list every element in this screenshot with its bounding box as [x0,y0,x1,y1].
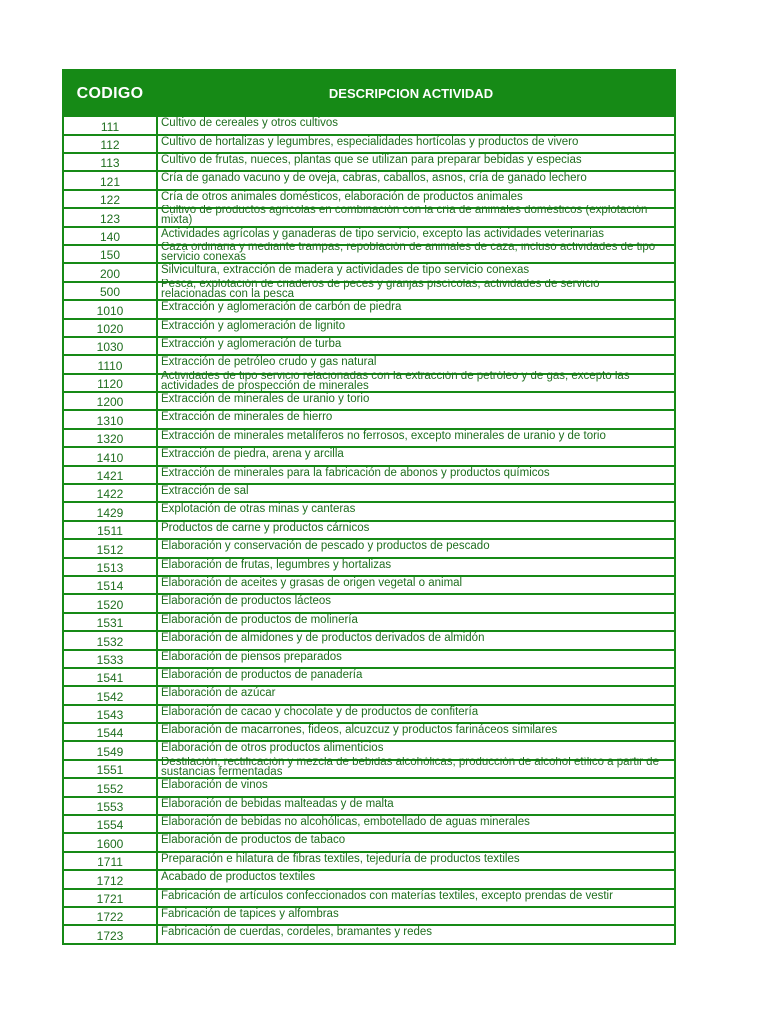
activity-code: 1549 [64,742,158,758]
table-row [64,241,674,263]
table-row [64,446,674,464]
activity-description: Extracción de petróleo crudo y gas natural [161,356,377,369]
activity-code: 1520 [64,595,158,611]
activity-description: Cultivo de productos agrícolas en combinación con la cría de animales domésticos (explotación mixta) [161,205,648,226]
activity-code: 1712 [64,871,158,887]
activity-code: 1511 [64,522,158,538]
activity-description: Elaboración de otros productos alimenticios [161,742,384,755]
activity-code: 1531 [64,614,158,630]
table-row [64,370,674,392]
table-row [64,906,674,924]
activity-description: Caza ordinaria y mediante trampas, repoblación de animales de caza, incluso actividades de tipo servicio conexas [161,241,656,263]
activity-code: 1421 [64,467,158,483]
activity-code: 1542 [64,687,158,703]
activity-description: Elaboración de vinos [161,779,268,792]
activity-code: 1533 [64,651,158,667]
table-row [64,134,674,152]
activity-description: Extracción de minerales de uranio y torio [161,393,370,406]
activity-description: Extracción y aglomeración de turba [161,337,342,350]
table-row [64,152,674,170]
activity-description: Extracción de minerales de hierro [161,411,333,424]
table-row [64,704,674,722]
activity-code: 1553 [64,798,158,814]
table-row [64,814,674,832]
activity-description: Elaboración de azúcar [161,687,276,700]
activity-description: Extracción de sal [161,485,249,498]
activity-code: 1310 [64,411,158,427]
table-row [64,428,674,446]
activity-description: Actividades agrícolas y ganaderas de tipo servicio, excepto las actividades veterinarias [161,227,604,240]
activity-description: Elaboración de cacao y chocolate y de productos de confitería [161,705,479,718]
activity-code-table [62,69,676,945]
table-row [64,667,674,685]
table-row [64,501,674,519]
activity-description: Actividades de tipo servicio relacionadas con la extracción de petróleo y de gas, excepto las actividades de prospección de minerales [161,370,630,392]
activity-description: Elaboración de productos de tabaco [161,834,346,847]
code-column-header: CODIGO [76,85,144,102]
activity-description: Destilación, rectificación y mezcla de bebidas alcohólicas, producción de alcohol etílico a partir de sustancias fermentadas [161,756,659,778]
activity-code: 113 [64,154,158,170]
table-row [64,924,674,942]
activity-description: Extracción y aglomeración de lignito [161,319,346,332]
activity-code: 1721 [64,890,158,906]
activity-description: Extracción de minerales para la fabricación de abonos y productos químicos [161,466,550,479]
activity-code: 1320 [64,430,158,446]
activity-description: Cultivo de hortalizas y legumbres, especialidades hortícolas y productos de vivero [161,135,579,148]
activity-description: Silvicultura, extracción de madera y actividades de tipo servicio conexas [161,264,530,277]
activity-description: Productos de carne y productos cárnicos [161,521,370,534]
activity-description: Elaboración de productos de molinería [161,613,358,626]
activity-code: 1543 [64,706,158,722]
table-header [62,69,676,117]
activity-code: 121 [64,172,158,188]
table-row [64,538,674,556]
activity-code: 1512 [64,540,158,556]
table-row [64,557,674,575]
table-row [64,756,674,778]
table-row [64,630,674,648]
table-row [64,336,674,354]
activity-code: 500 [64,283,158,299]
activity-code: 200 [64,264,158,280]
activity-description: Elaboración de bebidas malteadas y de malta [161,797,394,810]
activity-code: 1410 [64,448,158,464]
activity-code: 111 [64,117,158,134]
table-row [64,722,674,740]
activity-description: Fabricación de tapices y alfombras [161,908,339,920]
activity-description: Elaboración de productos lácteos [161,595,332,608]
activity-code: 1600 [64,834,158,850]
table-row [64,685,674,703]
table-row [64,391,674,409]
activity-code: 1429 [64,503,158,519]
activity-description: Extracción y aglomeración de carbón de piedra [161,301,402,314]
activity-description: Elaboración de almidones y de productos derivados de almidón [161,632,485,645]
activity-code: 1544 [64,724,158,740]
activity-code: 1120 [64,375,158,391]
table-row [64,832,674,850]
table-row [64,520,674,538]
table-row [64,851,674,869]
activity-code: 1514 [64,577,158,593]
table-row [64,649,674,667]
table-row [64,869,674,887]
activity-description: Elaboración de macarrones, fideos, alcuzcuz y productos farináceos similares [161,724,558,737]
activity-description: Elaboración de productos de panadería [161,668,363,681]
table-row [64,465,674,483]
activity-description: Cultivo de cereales y otros cultivos [161,117,339,129]
table-body [62,117,676,945]
table-row [64,278,674,300]
table-row [64,593,674,611]
activity-code: 1711 [64,853,158,869]
table-row [64,117,674,134]
activity-code: 1723 [64,926,158,942]
activity-code: 1532 [64,632,158,648]
activity-description: Explotación de otras minas y canteras [161,503,356,516]
table-row [64,612,674,630]
activity-description: Elaboración de frutas, legumbres y hortalizas [161,558,392,571]
activity-code: 150 [64,246,158,262]
activity-code: 1030 [64,338,158,354]
activity-description: Cría de ganado vacuno y de oveja, cabras, caballos, asnos, cría de ganado lechero [161,172,587,185]
activity-code: 1551 [64,761,158,777]
activity-code: 123 [64,209,158,225]
activity-description: Preparación e hilatura de fibras textiles, tejeduría de productos textiles [161,852,520,865]
activity-description: Elaboración de aceites y grasas de origen vegetal o animal [161,576,463,589]
description-column-header: DESCRIPCION ACTIVIDAD [328,85,494,101]
table-row [64,777,674,795]
table-row [64,207,674,225]
activity-description: Extracción de minerales metalíferos no ferrosos, excepto minerales de uranio y de torio [161,429,606,442]
activity-description: Elaboración y conservación de pescado y productos de pescado [161,540,490,553]
table-row [64,575,674,593]
table-row [64,796,674,814]
activity-code: 1200 [64,393,158,409]
activity-description: Cría de otros animales domésticos, elaboración de productos animales [161,190,523,203]
activity-description: Pesca, explotación de criaderos de peces y granjas piscícolas, actividades de servicio relacionadas con la pesca [161,278,600,300]
activity-code: 112 [64,136,158,152]
activity-code: 1010 [64,301,158,317]
activity-code: 1554 [64,816,158,832]
activity-description: Cultivo de frutas, nueces, plantas que se utilizan para preparar bebidas y especias [161,153,582,166]
table-row [64,483,674,501]
activity-description: Elaboración de piensos preparados [161,650,342,663]
activity-code: 122 [64,191,158,207]
table-row [64,299,674,317]
activity-description: Fabricación de artículos confeccionados con materías textiles, excepto prendas de vestir [161,889,613,902]
table-row [64,170,674,188]
activity-code: 140 [64,228,158,244]
activity-description: Fabricación de cuerdas, cordeles, bramantes y redes [161,926,433,939]
activity-code: 1552 [64,779,158,795]
table-row [64,318,674,336]
activity-code: 1020 [64,320,158,336]
activity-code: 1513 [64,559,158,575]
activity-code: 1110 [64,356,158,372]
activity-code: 1541 [64,669,158,685]
table-row [64,409,674,427]
table-row [64,888,674,906]
activity-code: 1422 [64,485,158,501]
activity-description: Acabado de productos textiles [161,871,316,884]
activity-code: 1722 [64,908,158,924]
activity-description: Extracción de piedra, arena y arcilla [161,448,344,461]
activity-description: Elaboración de bebidas no alcohólicas, embotellado de aguas minerales [161,816,530,829]
